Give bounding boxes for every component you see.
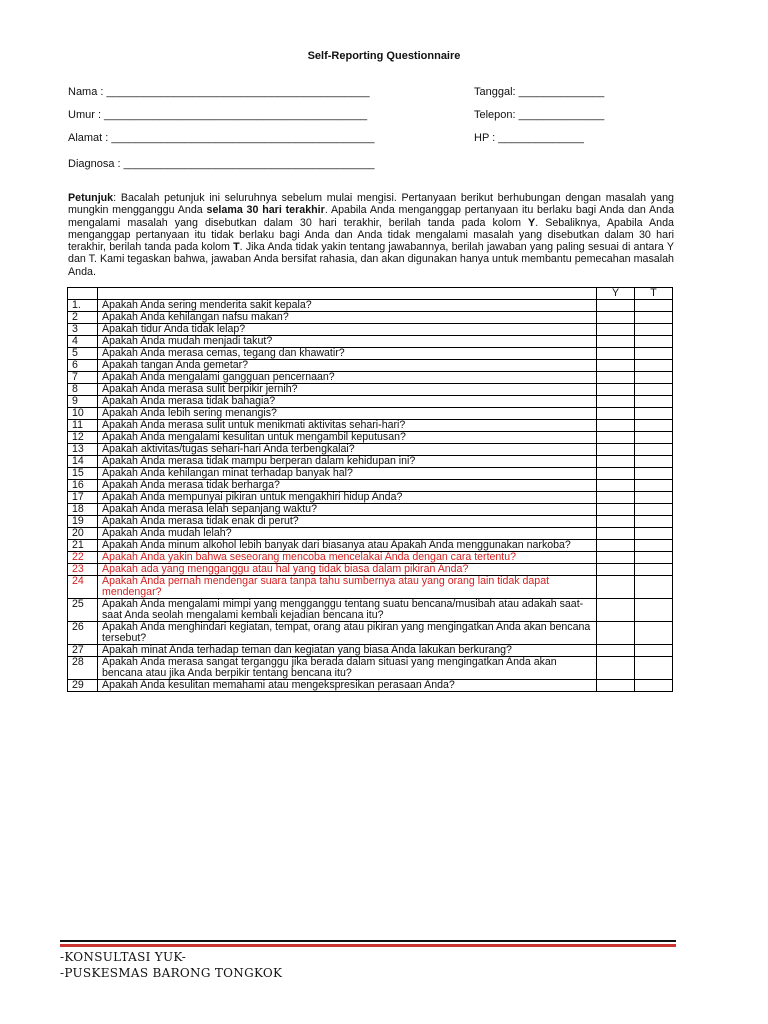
tanggal-field[interactable]: Tanggal: ______________ — [474, 86, 605, 98]
answer-y-cell[interactable] — [597, 336, 635, 348]
answer-y-cell[interactable] — [597, 622, 635, 645]
question-text: Apakah Anda kehilangan nafsu makan? — [98, 312, 597, 324]
table-row — [68, 468, 673, 480]
question-text: Apakah Anda mengalami mimpi yang mengganggu tentang suatu bencana/musibah atau adakah saat-saat Anda seolah mengalami kembali kejadian bencana itu? — [98, 599, 597, 622]
answer-y-cell[interactable] — [597, 384, 635, 396]
table-row — [68, 420, 673, 432]
answer-t-cell[interactable] — [635, 680, 673, 692]
answer-t-cell[interactable] — [635, 300, 673, 312]
answer-t-cell[interactable] — [635, 528, 673, 540]
question-number: 23 — [68, 564, 98, 576]
answer-t-cell[interactable] — [635, 396, 673, 408]
questionnaire-table — [67, 287, 673, 692]
answer-t-cell[interactable] — [635, 516, 673, 528]
answer-y-cell[interactable] — [597, 552, 635, 564]
table-row — [68, 540, 673, 552]
question-text: Apakah Anda mudah lelah? — [98, 528, 597, 540]
header-y: Y — [597, 288, 635, 300]
question-number: 2 — [68, 312, 98, 324]
answer-y-cell[interactable] — [597, 324, 635, 336]
question-number: 13 — [68, 444, 98, 456]
question-text: Apakah Anda mudah menjadi takut? — [98, 336, 597, 348]
answer-y-cell[interactable] — [597, 657, 635, 680]
question-text: Apakah Anda merasa tidak bahagia? — [98, 396, 597, 408]
answer-y-cell[interactable] — [597, 456, 635, 468]
question-number: 19 — [68, 516, 98, 528]
answer-y-cell[interactable] — [597, 680, 635, 692]
question-text: Apakah Anda lebih sering menangis? — [98, 408, 597, 420]
answer-y-cell[interactable] — [597, 492, 635, 504]
answer-t-cell[interactable] — [635, 622, 673, 645]
question-number: 4 — [68, 336, 98, 348]
answer-t-cell[interactable] — [635, 384, 673, 396]
question-text: Apakah Anda mengalami gangguan pencernaan? — [98, 372, 597, 384]
question-text: Apakah Anda minum alkohol lebih banyak dari biasanya atau Apakah Anda menggunakan narkoba? — [98, 540, 597, 552]
telepon-field[interactable]: Telepon: ______________ — [474, 109, 605, 121]
question-number: 26 — [68, 622, 98, 645]
question-number: 8 — [68, 384, 98, 396]
footer-divider-dark — [60, 940, 676, 942]
answer-t-cell[interactable] — [635, 408, 673, 420]
table-row — [68, 360, 673, 372]
question-text: Apakah Anda merasa tidak berharga? — [98, 480, 597, 492]
question-number: 3 — [68, 324, 98, 336]
question-text: Apakah Anda merasa lelah sepanjang waktu? — [98, 504, 597, 516]
answer-y-cell[interactable] — [597, 516, 635, 528]
umur-field[interactable]: Umur : ___________________________________________ — [68, 109, 368, 121]
question-number: 5 — [68, 348, 98, 360]
table-row — [68, 300, 673, 312]
question-number: 25 — [68, 599, 98, 622]
answer-y-cell[interactable] — [597, 480, 635, 492]
answer-y-cell[interactable] — [597, 599, 635, 622]
table-row — [68, 336, 673, 348]
question-number: 12 — [68, 432, 98, 444]
answer-t-cell[interactable] — [635, 564, 673, 576]
question-number: 24 — [68, 576, 98, 599]
table-row — [68, 384, 673, 396]
answer-y-cell[interactable] — [597, 576, 635, 599]
question-text: Apakah tangan Anda gemetar? — [98, 360, 597, 372]
answer-y-cell[interactable] — [597, 372, 635, 384]
answer-t-cell[interactable] — [635, 420, 673, 432]
question-text: Apakah Anda merasa tidak enak di perut? — [98, 516, 597, 528]
table-row — [68, 680, 673, 692]
table-row — [68, 657, 673, 680]
answer-y-cell[interactable] — [597, 396, 635, 408]
header-t: T — [635, 288, 673, 300]
answer-y-cell[interactable] — [597, 528, 635, 540]
instructions-bold-period: selama 30 hari terakhir — [206, 204, 325, 217]
question-number: 10 — [68, 408, 98, 420]
answer-t-cell[interactable] — [635, 552, 673, 564]
table-row — [68, 312, 673, 324]
table-row — [68, 408, 673, 420]
instructions-text-3: . Sebaliknya, Apabila Anda menganggap pertanyaan itu tidak berlaku bagi Anda dan Anda tidak mengalami masalah yang disebutkan dalam 30 hari terakhir, berilah tanda pada kolom — [68, 216, 674, 254]
instructions-label: Petunjuk — [68, 192, 114, 204]
nama-field[interactable]: Nama : ___________________________________________ — [68, 86, 370, 98]
question-number: 7 — [68, 372, 98, 384]
header-number-cell — [68, 288, 98, 300]
instructions-bold-y: Y — [528, 216, 536, 229]
table-row — [68, 504, 673, 516]
answer-t-cell[interactable] — [635, 480, 673, 492]
answer-t-cell[interactable] — [635, 348, 673, 360]
table-row — [68, 576, 673, 599]
answer-y-cell[interactable] — [597, 540, 635, 552]
page-title: Self-Reporting Questionnaire — [307, 50, 461, 62]
question-number: 6 — [68, 360, 98, 372]
table-row — [68, 552, 673, 564]
question-number: 28 — [68, 657, 98, 680]
header-question-cell — [98, 288, 597, 300]
footer-line-1: -KONSULTASI YUK- — [60, 950, 187, 964]
answer-y-cell[interactable] — [597, 360, 635, 372]
table-row — [68, 456, 673, 468]
answer-t-cell[interactable] — [635, 312, 673, 324]
answer-y-cell[interactable] — [597, 408, 635, 420]
table-row — [68, 432, 673, 444]
question-text: Apakah Anda kesulitan memahami atau mengekspresikan perasaan Anda? — [98, 680, 597, 692]
instructions-text-4: . Jika Anda tidak yakin tentang jawabannya, berilah jawaban yang paling sesuai di antara Y dan T. Kami tegaskan bahwa, jawaban Anda bersifat rahasia, dan akan digunakan hanya untuk membantu pemecahan masalah Anda. — [68, 241, 674, 278]
answer-t-cell[interactable] — [635, 645, 673, 657]
answer-t-cell[interactable] — [635, 456, 673, 468]
answer-t-cell[interactable] — [635, 657, 673, 680]
answer-y-cell[interactable] — [597, 504, 635, 516]
table-row — [68, 348, 673, 360]
answer-t-cell[interactable] — [635, 372, 673, 384]
table-header-row — [68, 288, 673, 300]
answer-t-cell[interactable] — [635, 324, 673, 336]
answer-t-cell[interactable] — [635, 336, 673, 348]
question-text: Apakah Anda sering menderita sakit kepala? — [98, 300, 597, 312]
answer-y-cell[interactable] — [597, 564, 635, 576]
alamat-field[interactable]: Alamat : ___________________________________________ — [68, 132, 375, 144]
question-number: 11 — [68, 420, 98, 432]
question-number: 22 — [68, 552, 98, 564]
table-row — [68, 444, 673, 456]
table-row — [68, 492, 673, 504]
table-row — [68, 372, 673, 384]
question-number: 9 — [68, 396, 98, 408]
question-number: 21 — [68, 540, 98, 552]
table-row — [68, 324, 673, 336]
answer-t-cell[interactable] — [635, 576, 673, 599]
question-number: 20 — [68, 528, 98, 540]
question-text: Apakah Anda merasa sulit untuk menikmati aktivitas sehari-hari? — [98, 420, 597, 432]
question-text: Apakah Anda mempunyai pikiran untuk mengakhiri hidup Anda? — [98, 492, 597, 504]
question-text: Apakah Anda merasa sulit berpikir jernih? — [98, 384, 597, 396]
answer-y-cell[interactable] — [597, 645, 635, 657]
question-number: 1. — [68, 300, 98, 312]
question-text: Apakah ada yang mengganggu atau hal yang tidak biasa dalam pikiran Anda? — [98, 564, 597, 576]
table-row — [68, 516, 673, 528]
question-text: Apakah Anda pernah mendengar suara tanpa tahu sumbernya atau yang orang lain tidak dapat mendengar? — [98, 576, 597, 599]
answer-y-cell[interactable] — [597, 420, 635, 432]
question-text: Apakah Anda merasa sangat terganggu jika berada dalam situasi yang mengingatkan Anda akan bencana atau jika Anda berpikir tentang bencana itu? — [98, 657, 597, 680]
question-number: 16 — [68, 480, 98, 492]
answer-t-cell[interactable] — [635, 504, 673, 516]
question-text: Apakah minat Anda terhadap teman dan kegiatan yang biasa Anda lakukan berkurang? — [98, 645, 597, 657]
question-text: Apakah Anda kehilangan minat terhadap banyak hal? — [98, 468, 597, 480]
answer-t-cell[interactable] — [635, 599, 673, 622]
answer-t-cell[interactable] — [635, 492, 673, 504]
table-row — [68, 645, 673, 657]
question-text: Apakah tidur Anda tidak lelap? — [98, 324, 597, 336]
table-row — [68, 599, 673, 622]
question-text: Apakah Anda merasa tidak mampu berperan dalam kehidupan ini? — [98, 456, 597, 468]
table-row — [68, 396, 673, 408]
answer-y-cell[interactable] — [597, 300, 635, 312]
hp-field[interactable]: HP : ______________ — [474, 132, 584, 144]
table-row — [68, 480, 673, 492]
question-text: Apakah Anda mengalami kesulitan untuk mengambil keputusan? — [98, 432, 597, 444]
question-text: Apakah Anda menghindari kegiatan, tempat, orang atau pikiran yang mengingatkan Anda akan bencana tersebut? — [98, 622, 597, 645]
answer-y-cell[interactable] — [597, 432, 635, 444]
answer-t-cell[interactable] — [635, 432, 673, 444]
answer-t-cell[interactable] — [635, 540, 673, 552]
question-text: Apakah Anda merasa cemas, tegang dan khawatir? — [98, 348, 597, 360]
question-number: 27 — [68, 645, 98, 657]
answer-y-cell[interactable] — [597, 312, 635, 324]
answer-y-cell[interactable] — [597, 468, 635, 480]
footer-divider-red — [60, 944, 676, 947]
answer-t-cell[interactable] — [635, 444, 673, 456]
answer-t-cell[interactable] — [635, 468, 673, 480]
table-row — [68, 564, 673, 576]
question-number: 18 — [68, 504, 98, 516]
question-text: Apakah aktivitas/tugas sehari-hari Anda terbengkalai? — [98, 444, 597, 456]
diagnosa-field[interactable]: Diagnosa : _________________________________________ — [68, 158, 375, 170]
answer-y-cell[interactable] — [597, 444, 635, 456]
question-number: 17 — [68, 492, 98, 504]
table-row — [68, 622, 673, 645]
instructions-text-2: . Apabila Anda menganggap pertanyaan itu berlaku bagi Anda dan Anda mengalami masalah yang disebutkan dalam 30 hari terakhir, berilah tanda pada kolom — [68, 204, 675, 229]
instructions-bold-t: T — [233, 241, 240, 254]
question-number: 15 — [68, 468, 98, 480]
table-row — [68, 528, 673, 540]
answer-y-cell[interactable] — [597, 348, 635, 360]
instructions-paragraph — [68, 192, 674, 278]
question-number: 14 — [68, 456, 98, 468]
question-number: 29 — [68, 680, 98, 692]
answer-t-cell[interactable] — [635, 360, 673, 372]
instructions-text-1: : Bacalah petunjuk ini seluruhnya sebelum mulai mengisi. Pertanyaan berikut berhubungan dengan masalah yang mungkin mengganggu Anda — [68, 192, 674, 217]
footer-line-2: -PUSKESMAS BARONG TONGKOK — [60, 966, 283, 980]
question-text: Apakah Anda yakin bahwa seseorang mencoba mencelakai Anda dengan cara tertentu? — [98, 552, 597, 564]
